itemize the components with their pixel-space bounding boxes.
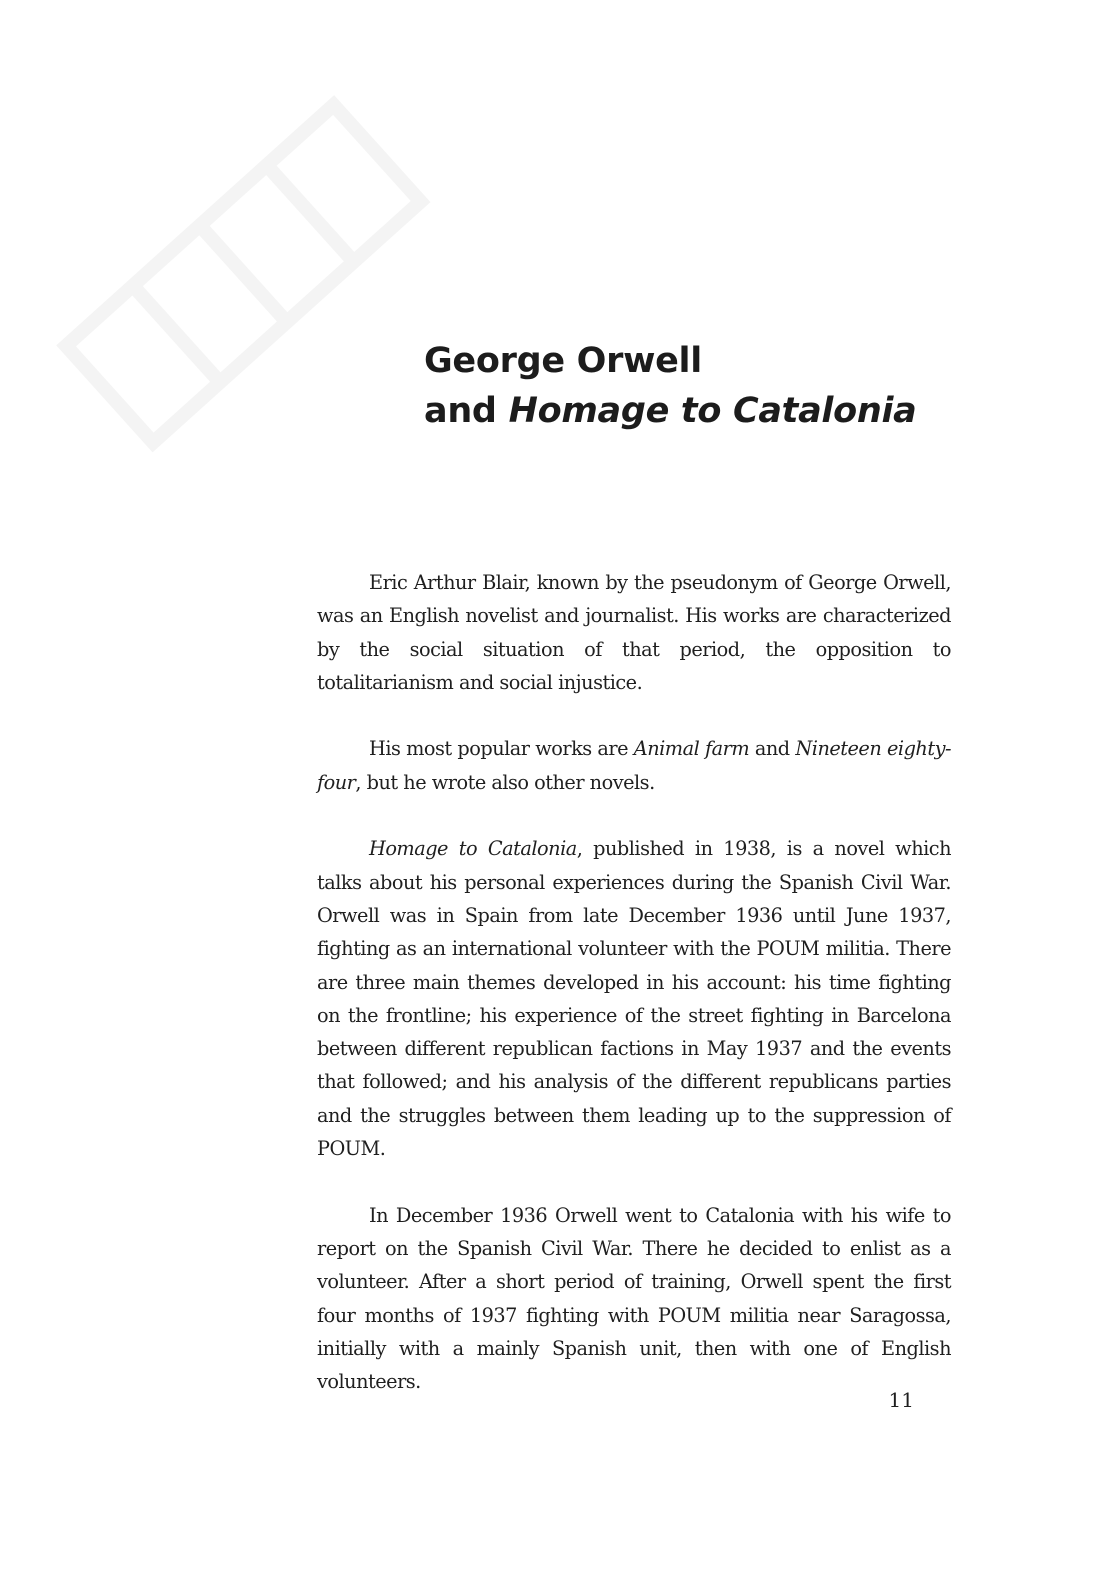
book-title-nineteen-eighty-four: Nineteen eighty-four xyxy=(317,737,952,794)
paragraph-2-text-b: and xyxy=(749,737,796,761)
paragraph-2 xyxy=(317,732,951,799)
chapter-title xyxy=(424,336,984,436)
faint-watermark-image xyxy=(20,60,460,480)
paragraph-2-text-a: His most popular works are xyxy=(369,737,634,761)
body-text xyxy=(317,566,951,1432)
paragraph-2-text-c: , but he wrote also other novels. xyxy=(355,770,655,794)
paragraph-1: Eric Arthur Blair, known by the pseudonym of George Orwell, was an English novelist and journalist. His works are characterized by the social situation of that period, the opposition to totalitarianism and social injustice. xyxy=(317,571,951,694)
paragraph-3-text: , published in 1938, is a novel which talks about his personal experiences during the Spanish Civil War. Orwell was in Spain from late December 1936 until June 1937, fighting as an international volunteer with the POUM militia. There are three main themes developed in his account: his time fighting on the frontline; his experience of the street fighting in Barcelona between different republican factions in May 1937 and the events that followed; and his analysis of the different republicans parties and the struggles between them leading up to the suppression of POUM. xyxy=(317,837,951,1161)
book-title-animal-farm: Animal farm xyxy=(633,737,750,761)
title-book-name: Homage to Catalonia xyxy=(508,391,917,431)
title-line-2 xyxy=(424,386,984,436)
page-number: 11 xyxy=(888,1388,914,1412)
title-line-2-prefix: and xyxy=(424,391,497,431)
title-line-1: George Orwell xyxy=(424,341,702,381)
book-title-homage-to-catalonia: Homage to Catalonia xyxy=(369,837,577,861)
paragraph-4: In December 1936 Orwell went to Catalonia with his wife to report on the Spanish Civil War. There he decided to enlist as a volunteer. After a short period of training, Orwell spent the first four months of 1937 fighting with POUM militia near Saragossa, initially with a mainly Spanish unit, then with one of English volunteers. xyxy=(317,1203,951,1394)
paragraph-3 xyxy=(317,832,951,1165)
